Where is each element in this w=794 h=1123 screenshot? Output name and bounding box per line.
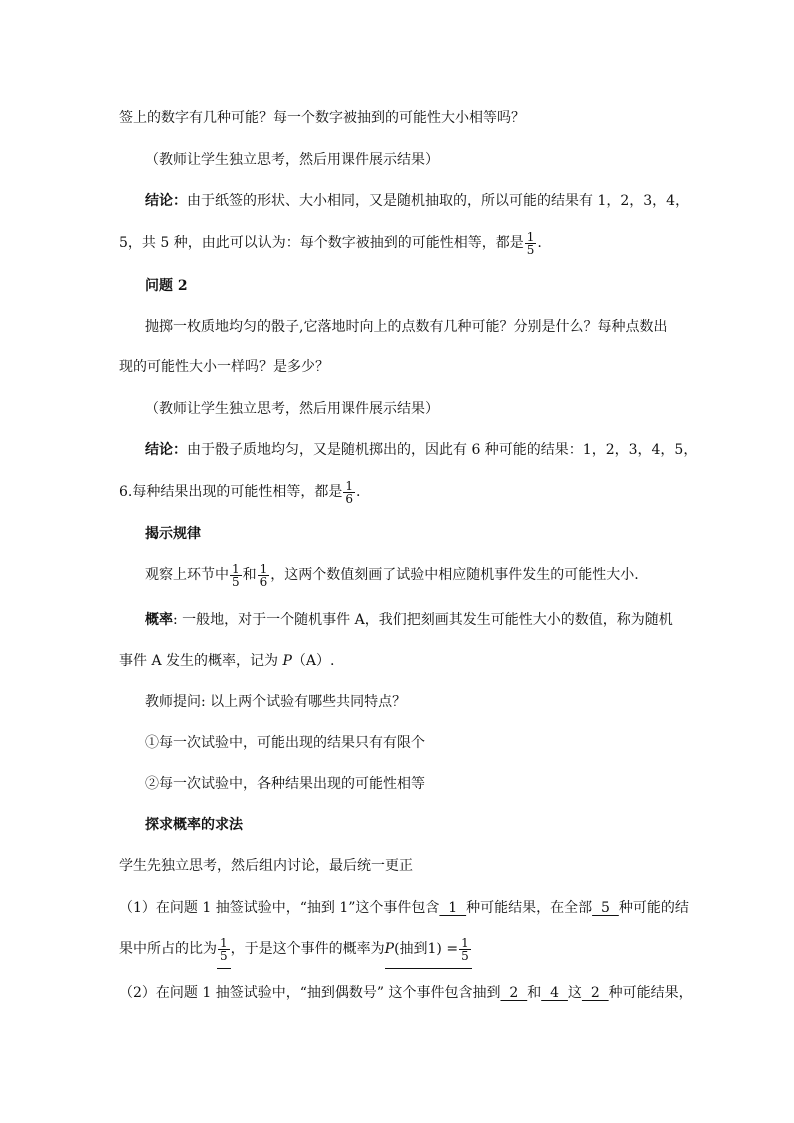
probability-definition-cont bbox=[119, 651, 334, 671]
feature-2 bbox=[145, 774, 425, 794]
fraction-one-fifth bbox=[525, 231, 537, 256]
exercise-2 bbox=[119, 983, 693, 1003]
text: 揭示规律 bbox=[145, 526, 201, 542]
exercise-1 bbox=[119, 898, 689, 918]
blank-answer: 2 bbox=[500, 985, 528, 1001]
text: 和 bbox=[527, 985, 542, 1001]
denominator: 5 bbox=[526, 242, 535, 257]
denominator: 6 bbox=[345, 491, 353, 506]
text: 签上的数字有几种可能？每一个数字被抽到的可能性大小相等吗？ bbox=[119, 110, 525, 126]
question-2-text-cont bbox=[119, 357, 329, 377]
text: : 一般地，对于一个随机事件 A，我们把刻画其发生可能性大小的数值，称为随机 bbox=[173, 612, 673, 628]
student-instruction bbox=[119, 856, 413, 876]
teacher-note-1 bbox=[145, 150, 439, 170]
text: 6.每种结果出现的可能性相等，都是 bbox=[119, 484, 343, 500]
probability-definition bbox=[145, 610, 673, 630]
text: 这 bbox=[567, 985, 582, 1001]
fraction-one-sixth bbox=[343, 480, 355, 505]
fraction-one-sixth bbox=[258, 563, 270, 588]
feature-1 bbox=[145, 733, 425, 753]
blank-answer: 4 bbox=[541, 985, 568, 1001]
conclusion-label: 结论： bbox=[145, 442, 187, 458]
heading-question-2 bbox=[145, 276, 188, 296]
text: 由于纸签的形状、大小相同，又是随机抽取的，所以可能的结果有 1，2，3，4， bbox=[187, 193, 690, 209]
text: 和 bbox=[242, 567, 257, 583]
text: 果中所占的比为 bbox=[119, 941, 217, 957]
p-symbol: P bbox=[282, 653, 292, 669]
p-symbol: P bbox=[384, 941, 395, 957]
fraction-one-fifth bbox=[218, 937, 230, 962]
text: （教师让学生独立思考，然后用课件展示结果） bbox=[145, 401, 439, 417]
denominator: 5 bbox=[232, 574, 240, 589]
text: 教师提问: 以上两个试验有哪些共同特点？ bbox=[145, 694, 407, 710]
conclusion-label: 结论： bbox=[145, 193, 187, 209]
text: 5，共 5 种，由此可以认为：每个数字被抽到的可能性相等，都是 bbox=[119, 235, 524, 251]
text: 种可能的结 bbox=[618, 900, 689, 916]
text: 种可能结果， bbox=[608, 985, 693, 1001]
text: ，这两个数值刻画了试验中相应随机事件发生的可能性大小. bbox=[270, 567, 639, 583]
blank-answer: 1 bbox=[439, 900, 467, 916]
conclusion-1-cont bbox=[119, 228, 542, 258]
fraction-one-fifth bbox=[230, 563, 242, 588]
numerator: 1 bbox=[259, 561, 268, 576]
question-2-text bbox=[145, 317, 667, 337]
observe-paragraph bbox=[145, 560, 639, 590]
answer-expression bbox=[385, 932, 472, 969]
text: （教师让学生独立思考，然后用课件展示结果） bbox=[145, 152, 439, 168]
term-label: 概率 bbox=[145, 612, 173, 628]
numerator: 1 bbox=[461, 935, 469, 950]
text: ②每一次试验中，各种结果出现的可能性相等 bbox=[145, 776, 425, 792]
text: 抛掷一枚质地均匀的骰子,它落地时向上的点数有几种可能？分别是什么？每种点数出 bbox=[145, 319, 668, 335]
teacher-note-2 bbox=[145, 399, 439, 419]
text: 学生先独立思考，然后组内讨论，最后统一更正 bbox=[119, 858, 413, 874]
text: 探求概率的求法 bbox=[145, 817, 243, 833]
paragraph-question-cont bbox=[119, 108, 525, 128]
teacher-question bbox=[145, 692, 406, 712]
text: （2）在问题 1 抽签试验中，“抽到偶数号” 这个事件包含抽到 bbox=[119, 985, 501, 1001]
text: 观察上环节中 bbox=[145, 567, 229, 583]
numerator: 1 bbox=[232, 561, 240, 576]
text: 由于骰子质地均匀，又是随机掷出的，因此有 6 种可能的结果：1，2，3，4，5， bbox=[187, 442, 698, 458]
numerator: 1 bbox=[526, 229, 535, 244]
period: . bbox=[356, 484, 361, 500]
denominator: 5 bbox=[220, 948, 228, 963]
text: 事件 A 发生的概率，记为 bbox=[119, 653, 283, 669]
conclusion-2-cont bbox=[119, 477, 360, 507]
denominator: 6 bbox=[259, 574, 268, 589]
expr: (抽到1) = bbox=[394, 941, 459, 957]
fraction-one-fifth bbox=[459, 937, 471, 962]
text: 现的可能性大小一样吗？是多少？ bbox=[119, 359, 329, 375]
numerator: 1 bbox=[345, 478, 353, 493]
exercise-1-cont bbox=[119, 932, 472, 969]
heading-reveal-rule bbox=[145, 524, 201, 544]
text: 种可能结果，在全部 bbox=[466, 900, 593, 916]
heading-find-probability bbox=[145, 815, 243, 835]
denominator: 5 bbox=[461, 948, 469, 963]
blank-answer: 2 bbox=[581, 985, 609, 1001]
blank-answer: 5 bbox=[592, 900, 619, 916]
conclusion-1 bbox=[145, 191, 689, 211]
text: ①每一次试验中，可能出现的结果只有有限个 bbox=[145, 735, 425, 751]
text: （A）. bbox=[291, 653, 335, 669]
text: 问题 2 bbox=[145, 278, 188, 294]
text: （1）在问题 1 抽签试验中，“抽到 1”这个事件包含 bbox=[119, 900, 440, 916]
text: ，于是这个事件的概率为 bbox=[230, 941, 385, 957]
answer-fraction bbox=[217, 932, 231, 969]
conclusion-2 bbox=[145, 440, 697, 460]
numerator: 1 bbox=[220, 935, 228, 950]
period: . bbox=[537, 235, 542, 251]
